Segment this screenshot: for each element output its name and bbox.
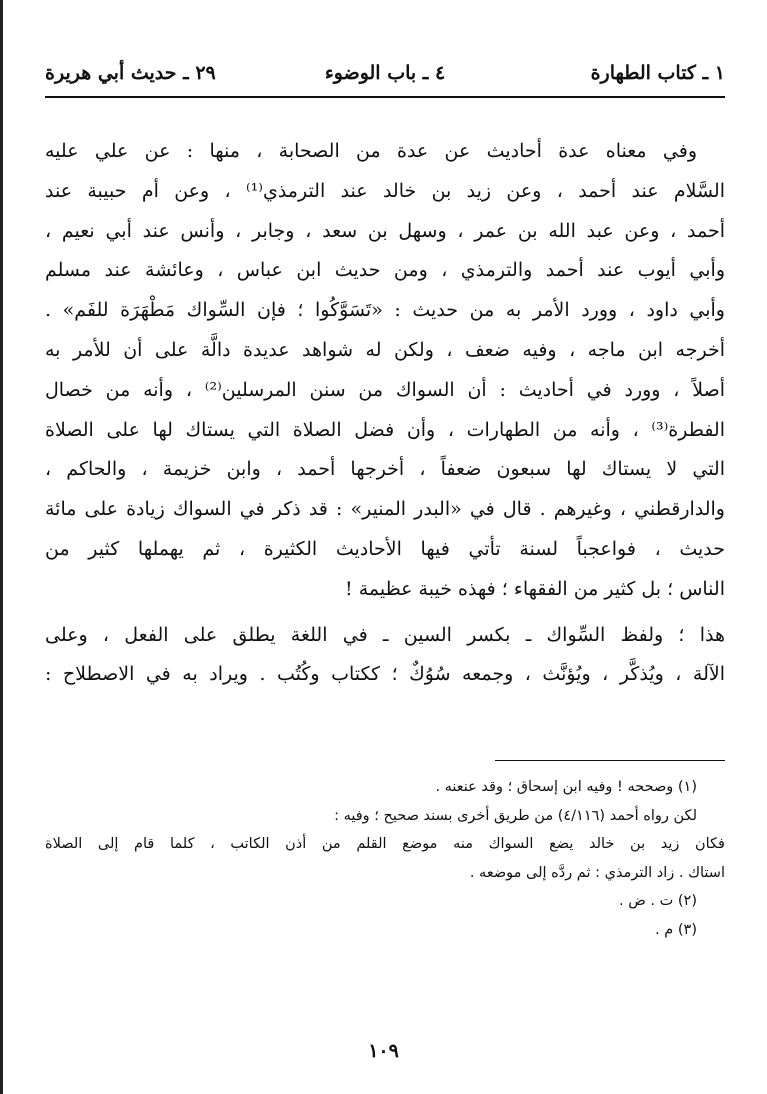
text-line: السَّلام عند أحمد ، وعن زيد بن خالد عند الترمذي⁽¹⁾ ، وعن أم حبيبة عند: [45, 179, 725, 202]
text-line: وأبي أيوب عند أحمد والترمذي ، ومن حديث ابن عباس ، وعائشة عند مسلم: [45, 259, 725, 282]
text-line: الفطرة⁽³⁾ ، وأنه من الطهارات ، وأن فضل الصلاة التي يستاك لها على الصلاة: [45, 418, 725, 441]
running-header: [45, 54, 725, 98]
text-line: وفي معناه عدة أحاديث عن عدة من الصحابة ، منها : عن علي عليه: [45, 140, 697, 162]
text-line: هذا ؛ ولفظ السِّواك ـ بكسر السين ـ في اللغة يطلق على الفعل ، وعلى: [45, 623, 725, 646]
main-text: [45, 132, 725, 695]
text-line: التي لا يستاك لها سبعون ضعفاً ، أخرجها أحمد ، وابن خزيمة ، والحاكم ،: [45, 458, 725, 481]
text-line: أحمد ، وعن عبد الله بن عمر ، وسهل بن سعد ، وجابر ، وأنس عند أبي نعيم ،: [45, 219, 725, 242]
header-chapter-title: ٤ ـ باب الوضوء: [324, 62, 446, 84]
footnote-line: لكن رواه أحمد (٤/١١٦) من طريق أخرى بسند صحيح ؛ وفيه :: [334, 807, 697, 824]
text-line: أصلاً ، وورد في أحاديث : أن السواك من سنن المرسلين⁽²⁾ ، وأنه من خصال: [45, 378, 725, 401]
footnote-line: (٣) م .: [655, 921, 697, 938]
text-line: وأبي داود ، وورد الأمر به من حديث : «تَسَوَّكُوا ؛ فإن السِّواك مَطْهَرَة للفَم» .: [45, 299, 725, 322]
footnote-line: (١) وصححه ! وفيه ابن إسحاق ؛ وقد عنعنه .: [435, 779, 697, 795]
footnotes: [45, 773, 725, 944]
text-line: والدارقطني ، وغيرهم . قال في «البدر المنير» : قد ذكر في السواك زيادة على مائة: [45, 498, 725, 521]
text-line: أخرجه ابن ماجه ، وفيه ضعف ، ولكن له شواهد عديدة دالَّة على أن للأمر به: [45, 338, 725, 361]
page-number: ١٠٩: [368, 1040, 399, 1062]
text-line: حديث ، فواعجباً لسنة تأتي فيها الأحاديث الكثيرة ، ثم يهملها كثير من: [45, 537, 725, 560]
footnote-divider: [495, 760, 725, 761]
footnote-line: (٢) ت . ض .: [619, 893, 697, 909]
text-line: الآلة ، ويُذكَّر ، ويُؤنَّث ، وجمعه سُوُكٌ ؛ ككتاب وكُتُب . ويراد به في الاصطلاح :: [45, 663, 725, 686]
header-book-title: ١ ـ كتاب الطهارة: [590, 62, 725, 84]
header-hadith-title: ٢٩ ـ حديث أبي هريرة: [45, 62, 216, 84]
footnote-line: فكان زيد بن خالد يضع السواك منه موضع القلم من أذن الكاتب ، كلما قام إلى الصلاة: [45, 836, 725, 852]
page-left-edge: [0, 0, 3, 1094]
footnote-line: استاك . زاد الترمذي : ثم ردَّه إلى موضعه .: [469, 864, 725, 881]
text-line: الناس ؛ بل كثير من الفقهاء ؛ فهذه خيبة عظيمة !: [345, 577, 725, 600]
